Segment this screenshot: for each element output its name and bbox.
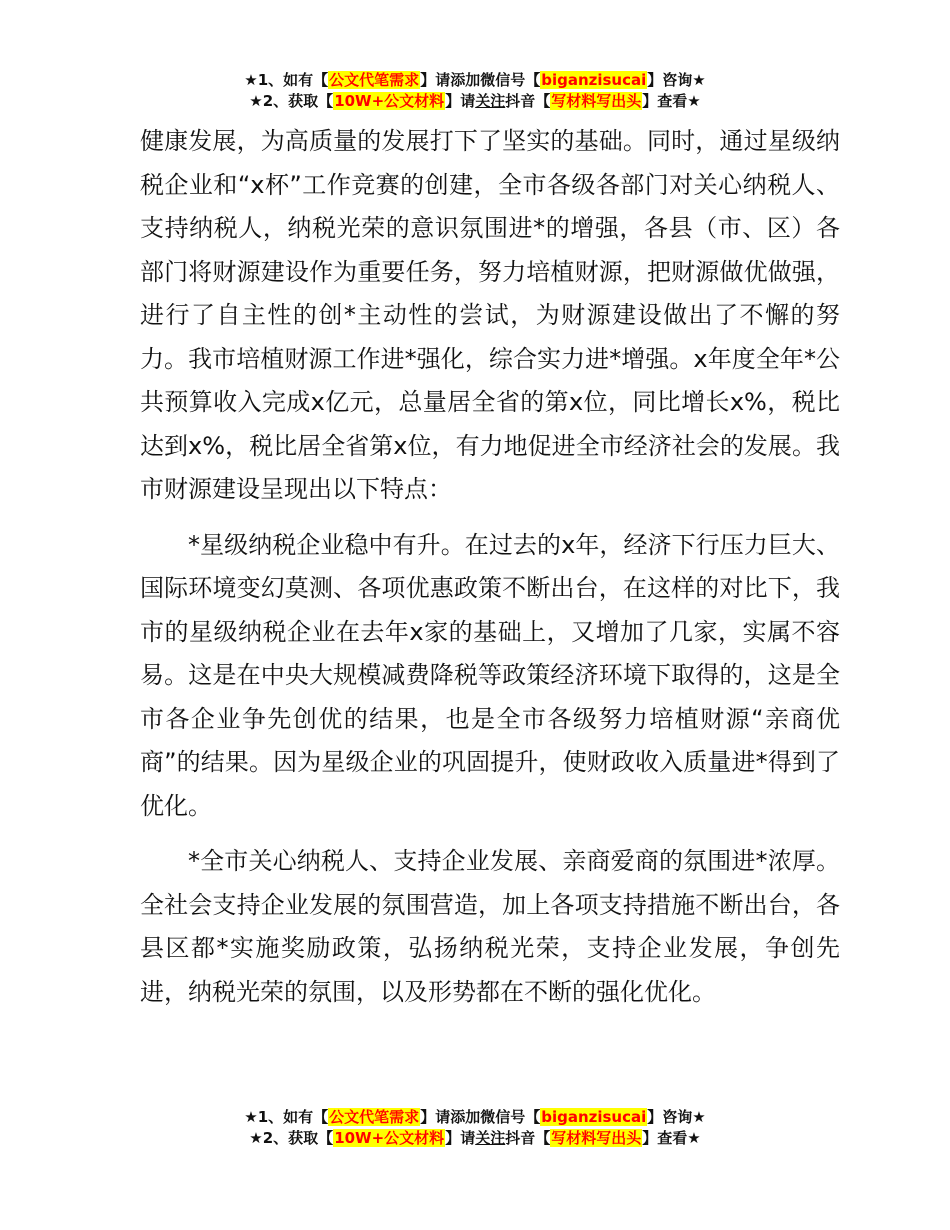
header-line-2-middle-a: 】请 [445, 92, 476, 110]
header-line-2-middle-b: 抖音【 [505, 92, 551, 110]
footer-line-1-middle: 】请添加微信号【 [420, 1108, 541, 1126]
header-line-1 [0, 70, 950, 91]
body-paragraph-1: 健康发展，为高质量的发展打下了坚实的基础。同时，通过星级纳税企业和“x杯”工作竞赛的创建，全市各级各部门对关心纳税人、支持纳税人，纳税光荣的意识氛围进*的增强，各县（市、区）各部门将财源建设作为重要任务，努力培植财源，把财源做优做强，进行了自主性的创*主动性的尝试，为财源建设做出了不懈的努力。我市培植财源工作进*强化，综合实力进*增强。x年度全年*公共预算收入完成x亿元，总量居全省的第x位，同比增长x%，税比达到x%，税比居全省第x位，有力地促进全市经济社会的发展。我市财源建设呈现出以下特点： [140, 127, 840, 503]
body-paragraph-3: *全市关心纳税人、支持企业发展、亲商爱商的氛围进*浓厚。全社会支持企业发展的氛围营造，加上各项支持措施不断出台，各县区都*实施奖励政策，弘扬纳税光荣，支持企业发展，争创先进，纳税光荣的氛围，以及形势都在不断的强化优化。 [140, 847, 840, 1006]
header-highlight-materials: 10W+公文材料 [334, 92, 445, 110]
footer-line-2-suffix: 】查看★ [642, 1129, 701, 1147]
footer-highlight-ghostwriting: 公文代笔需求 [329, 1108, 420, 1126]
footer-highlight-douyin-account: 写材料写出头 [551, 1129, 642, 1147]
header-line-2-prefix: ★2、获取【 [249, 92, 334, 110]
footer-follow-text: 关注 [475, 1129, 506, 1147]
header-line-2 [0, 91, 950, 112]
footer-line-1 [0, 1107, 950, 1128]
footer-line-2-prefix: ★2、获取【 [249, 1129, 334, 1147]
header-highlight-ghostwriting: 公文代笔需求 [329, 71, 420, 89]
footer-line-1-prefix: ★1、如有【 [244, 1108, 329, 1126]
document-body [140, 120, 840, 1014]
footer-highlight-materials: 10W+公文材料 [334, 1129, 445, 1147]
header-line-2-suffix: 】查看★ [642, 92, 701, 110]
body-paragraph-2: *星级纳税企业稳中有升。在过去的x年，经济下行压力巨大、国际环境变幻莫测、各项优惠政策不断出台，在这样的对比下，我市的星级纳税企业在去年x家的基础上，又增加了几家，实属不容易。这是在中央大规模减费降税等政策经济环境下取得的，这是全市各企业争先创优的结果，也是全市各级努力培植财源“亲商优商”的结果。因为星级企业的巩固提升，使财政收入质量进*得到了优化。 [140, 530, 840, 820]
footer-line-2-middle-a: 】请 [445, 1129, 476, 1147]
header-highlight-wechat-id: biganzisucai [541, 71, 647, 89]
footer-banner [0, 1107, 950, 1149]
header-banner [0, 70, 950, 112]
footer-line-1-suffix: 】咨询★ [647, 1108, 706, 1126]
header-line-1-suffix: 】咨询★ [647, 71, 706, 89]
header-follow-text: 关注 [475, 92, 506, 110]
header-highlight-douyin-account: 写材料写出头 [551, 92, 642, 110]
header-line-1-prefix: ★1、如有【 [244, 71, 329, 89]
footer-line-2-middle-b: 抖音【 [505, 1129, 551, 1147]
header-line-1-middle: 】请添加微信号【 [420, 71, 541, 89]
footer-highlight-wechat-id: biganzisucai [541, 1108, 647, 1126]
footer-line-2 [0, 1128, 950, 1149]
